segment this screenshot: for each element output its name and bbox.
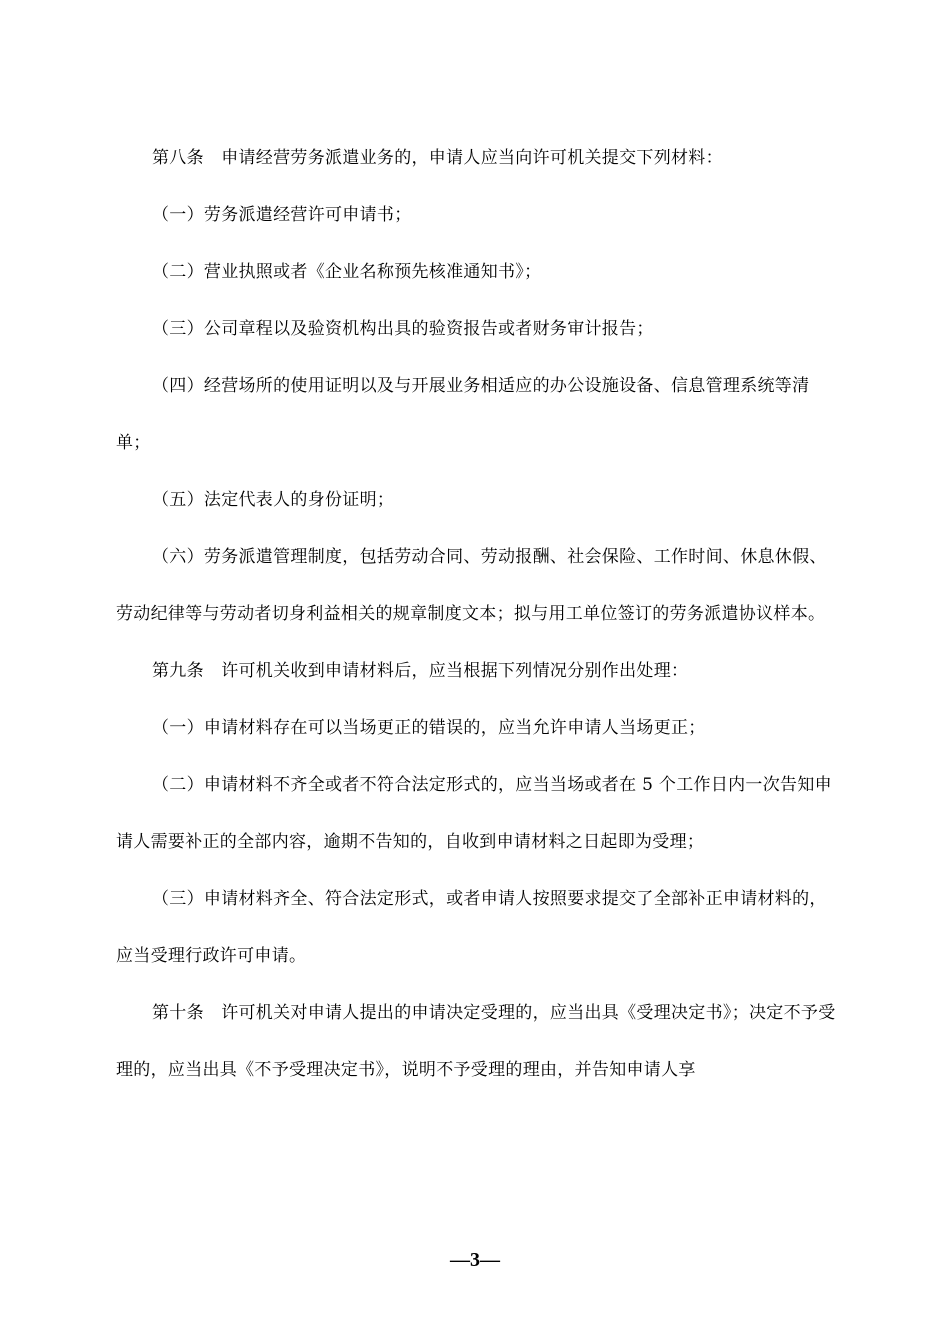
- article-8-item-2: （二）营业执照或者《企业名称预先核准通知书》；: [152, 262, 542, 282]
- article-9-heading: 第九条 许可机关收到申请材料后，应当根据下列情况分别作出处理：: [152, 661, 689, 681]
- article-8-item-4: （四）经营场所的使用证明以及与开展业务相适应的办公设施设备、信息管理系统等清单；: [116, 376, 810, 453]
- page-number: —3—: [450, 1249, 500, 1271]
- article-8-item-1: （一）劳务派遣经营许可申请书；: [152, 205, 412, 225]
- article-8-item-5: （五）法定代表人的身份证明；: [152, 490, 395, 510]
- article-10-text: 第十条 许可机关对申请人提出的申请决定受理的，应当出具《受理决定书》；决定不予受理的，应当出具《不予受理决定书》，说明不予受理的理由，并告知申请人享: [116, 1003, 836, 1080]
- article-9-item-3: （三）申请材料齐全、符合法定形式，或者申请人按照要求提交了全部补正申请材料的，应当受理行政许可申请。: [116, 889, 827, 966]
- article-9-item-2: （二）申请材料不齐全或者不符合法定形式的，应当当场或者在 5 个工作日内一次告知申请人需要补正的全部内容，逾期不告知的，自收到申请材料之日起即为受理；: [116, 775, 832, 852]
- article-8-item-6: （六）劳务派遣管理制度，包括劳动合同、劳动报酬、社会保险、工作时间、休息休假、劳动纪律等与劳动者切身利益相关的规章制度文本；拟与用工单位签订的劳务派遣协议样本。: [116, 547, 827, 624]
- article-9-item-1: （一）申请材料存在可以当场更正的错误的，应当允许申请人当场更正；: [152, 718, 706, 738]
- article-8-item-3: （三）公司章程以及验资机构出具的验资报告或者财务审计报告；: [152, 319, 654, 339]
- document-body: [116, 130, 836, 1099]
- article-8-heading: 第八条 申请经营劳务派遣业务的，申请人应当向许可机关提交下列材料：: [152, 148, 723, 168]
